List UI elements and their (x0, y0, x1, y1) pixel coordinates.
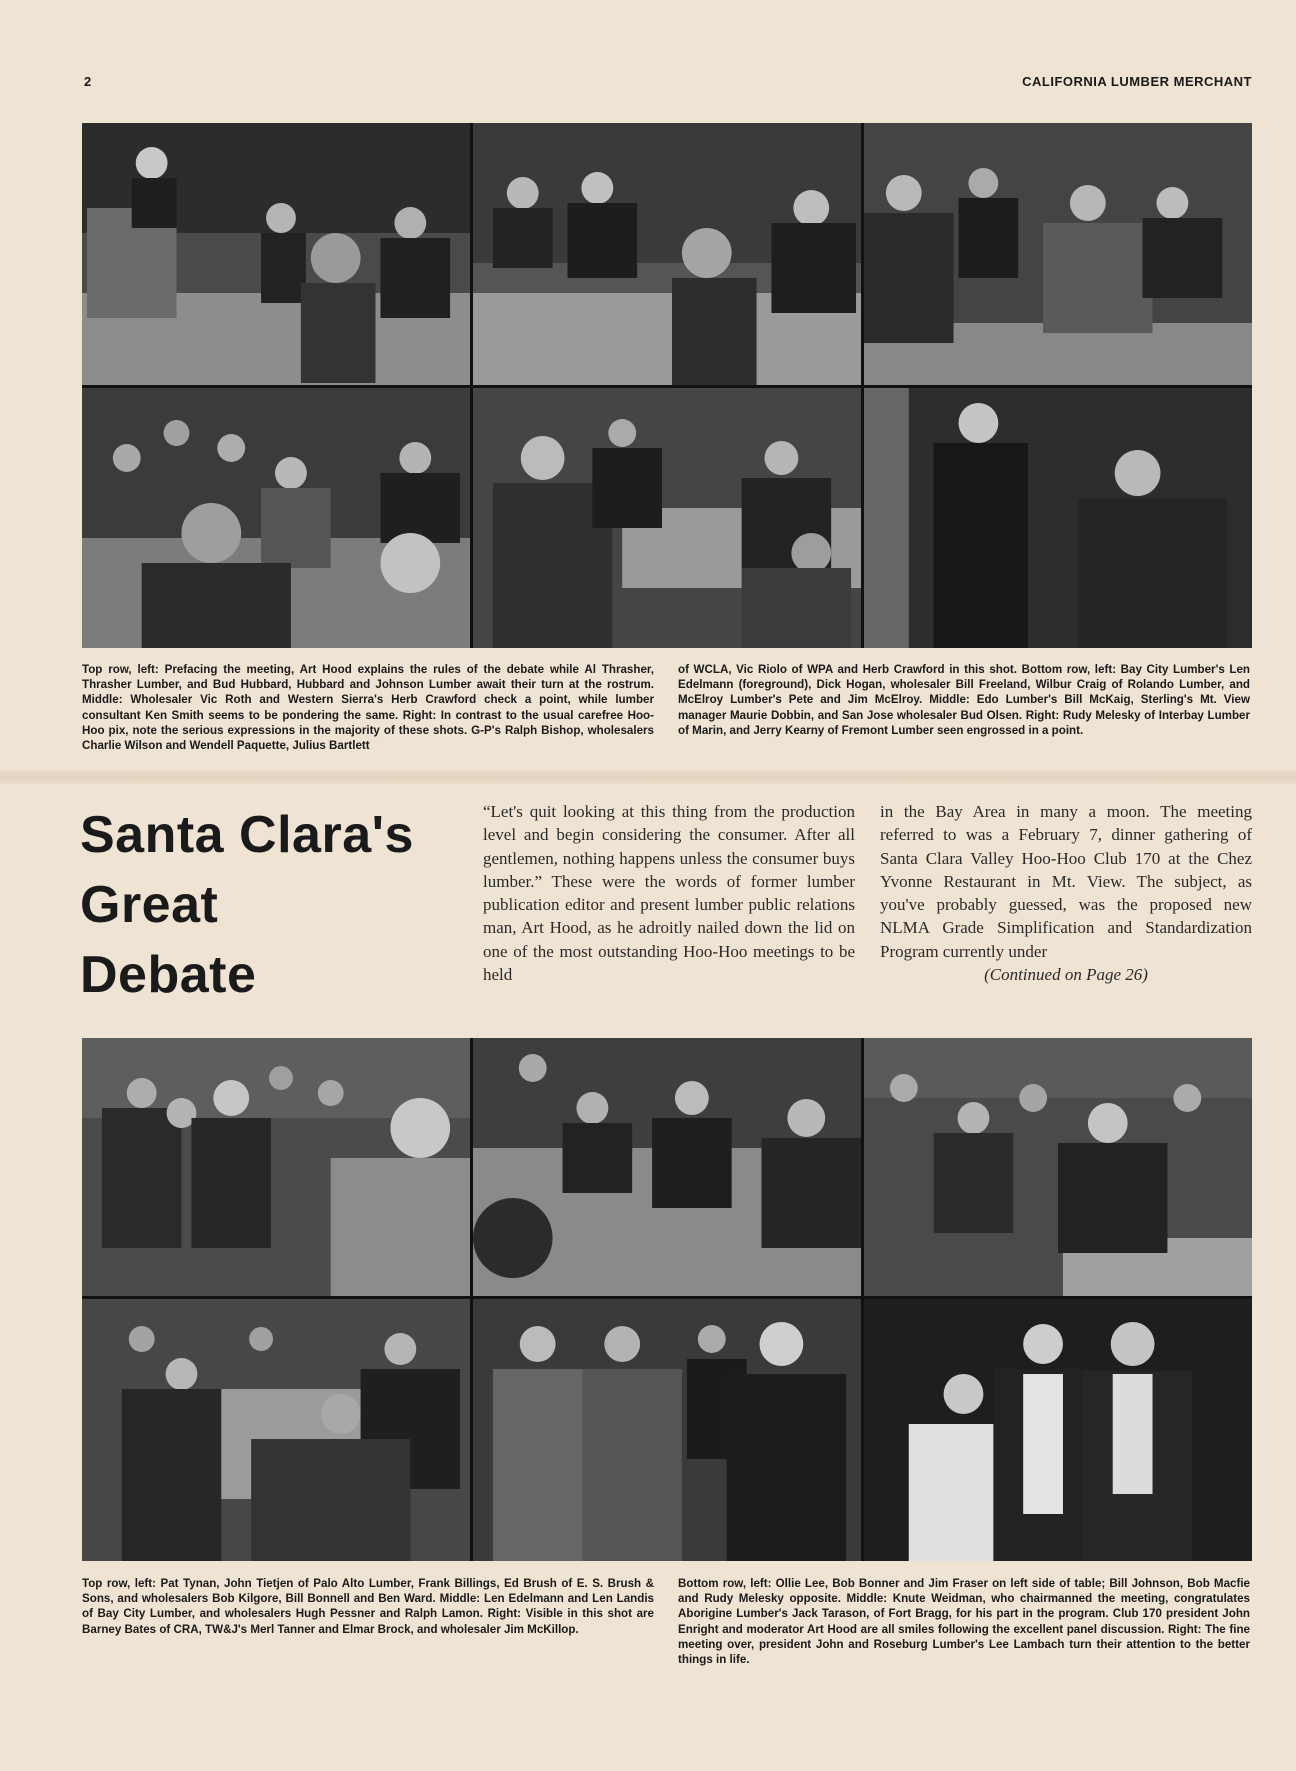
bottom-photo-grid (82, 1038, 1252, 1561)
photo-art-hood-rostrum (82, 123, 470, 385)
headline-line-1: Santa Clara's (80, 806, 414, 864)
page-number: 2 (84, 74, 92, 89)
photo-ollie-lee-table (82, 1299, 470, 1561)
article-column-2 (880, 800, 1252, 986)
photo-knute-weidman (473, 1299, 861, 1561)
caption-top-left: Top row, left: Prefacing the meeting, Art Hood explains the rules of the debate while Al Thrasher, Thrasher Lumber, and Bud Hubbard, Hubbard and Johnson Lumber await their turn at the rostrum. Middle: Wholesaler Vic Roth and Western Sierra's Herb Crawford check a point, while lumber consultant Ken Smith seems to be pondering the same. Right: In contrast to the usual carefree Hoo-Hoo pix, note the serious expressions in the majority of these shots. G-P's Ralph Bishop, wholesalers Charlie Wilson and Wendell Paquette, Julius Bartlett (82, 663, 654, 753)
top-photo-grid (82, 123, 1252, 648)
continued-note: (Continued on Page 26) (984, 965, 1148, 985)
headline-line-2: Great (80, 876, 219, 934)
caption-bottom-right: Bottom row, left: Ollie Lee, Bob Bonner and Jim Fraser on left side of table; Bill Johnson, Bob Macfie and Rudy Melesky opposite. Middle: Knute Weidman, who chairmanned the meeting, congratulates Aborigine Lumber's Jack Tarason, of Fort Bragg, for his part in the program. Club 170 president John Enright and moderator Art Hood are all smiles following the excellent panel discussion. Right: The fine meeting over, president John and Roseburg Lumber's Lee Lambach turn their attention to the better things in life. (678, 1577, 1250, 1667)
page-fold-divider (0, 770, 1296, 784)
photo-john-enright-lee-lambach (864, 1299, 1252, 1561)
photo-bill-mckaig (473, 388, 861, 648)
article-column-2-text: in the Bay Area in many a moon. The meeting referred to was a February 7, dinner gathering of Santa Clara Valley Hoo-Hoo Club 170 at the Chez Yvonne Restaurant in Mt. View. The subject, as you've probably guessed, was the proposed new NLMA Grade Simplification and Standardization Program currently under (880, 802, 1252, 961)
photo-serious-expressions (864, 123, 1252, 385)
photo-len-landis-group (473, 1038, 861, 1296)
photo-rudy-melesky-jerry-kearny (864, 388, 1252, 648)
article-headline (80, 800, 470, 1010)
publication-title: CALIFORNIA LUMBER MERCHANT (1022, 74, 1252, 89)
photo-pat-tynan-group (82, 1038, 470, 1296)
caption-top-right: of WCLA, Vic Riolo of WPA and Herb Crawford in this shot. Bottom row, left: Bay City Lumber's Len Edelmann (foreground), Dick Hogan, wholesaler Bill Freeland, Wilbur Craig of Rolando Lumber, and McElroy Lumber's Pete and Jim McElroy. Middle: Edo Lumber's Bill McKaig, Sterling's Mt. View manager Maurie Dobbin, and San Jose wholesaler Bud Olsen. Right: Rudy Melesky of Interbay Lumber of Marin, and Jerry Kearny of Fremont Lumber seen engrossed in a point. (678, 663, 1250, 737)
caption-bottom-left: Top row, left: Pat Tynan, John Tietjen of Palo Alto Lumber, Frank Billings, Ed Brush of E. S. Brush & Sons, and wholesalers Bob Kilgore, Bill Bonnell and Ben Ward. Middle: Len Edelmann and Len Landis of Bay City Lumber, and wholesalers Hugh Pessner and Ralph Lamon. Right: Visible in this shot are Barney Bates of CRA, TW&J's Merl Tanner and Elmar Brock, and wholesaler Jim McKillop. (82, 1577, 654, 1636)
photo-len-edelmann-group (82, 388, 470, 648)
article-column-1: “Let's quit looking at this thing from the production level and begin considering the consumer. After all gentlemen, nothing happens unless the consumer buys lumber.” These were the words of former lumber publication editor and present lumber public relations man, Art Hood, as he adroitly nailed down the lid on one of the most outstanding Hoo-Hoo meetings to be held (483, 802, 855, 985)
headline-line-3: Debate (80, 946, 257, 1004)
photo-barney-bates-group (864, 1038, 1252, 1296)
photo-vic-roth-herb-crawford (473, 123, 861, 385)
